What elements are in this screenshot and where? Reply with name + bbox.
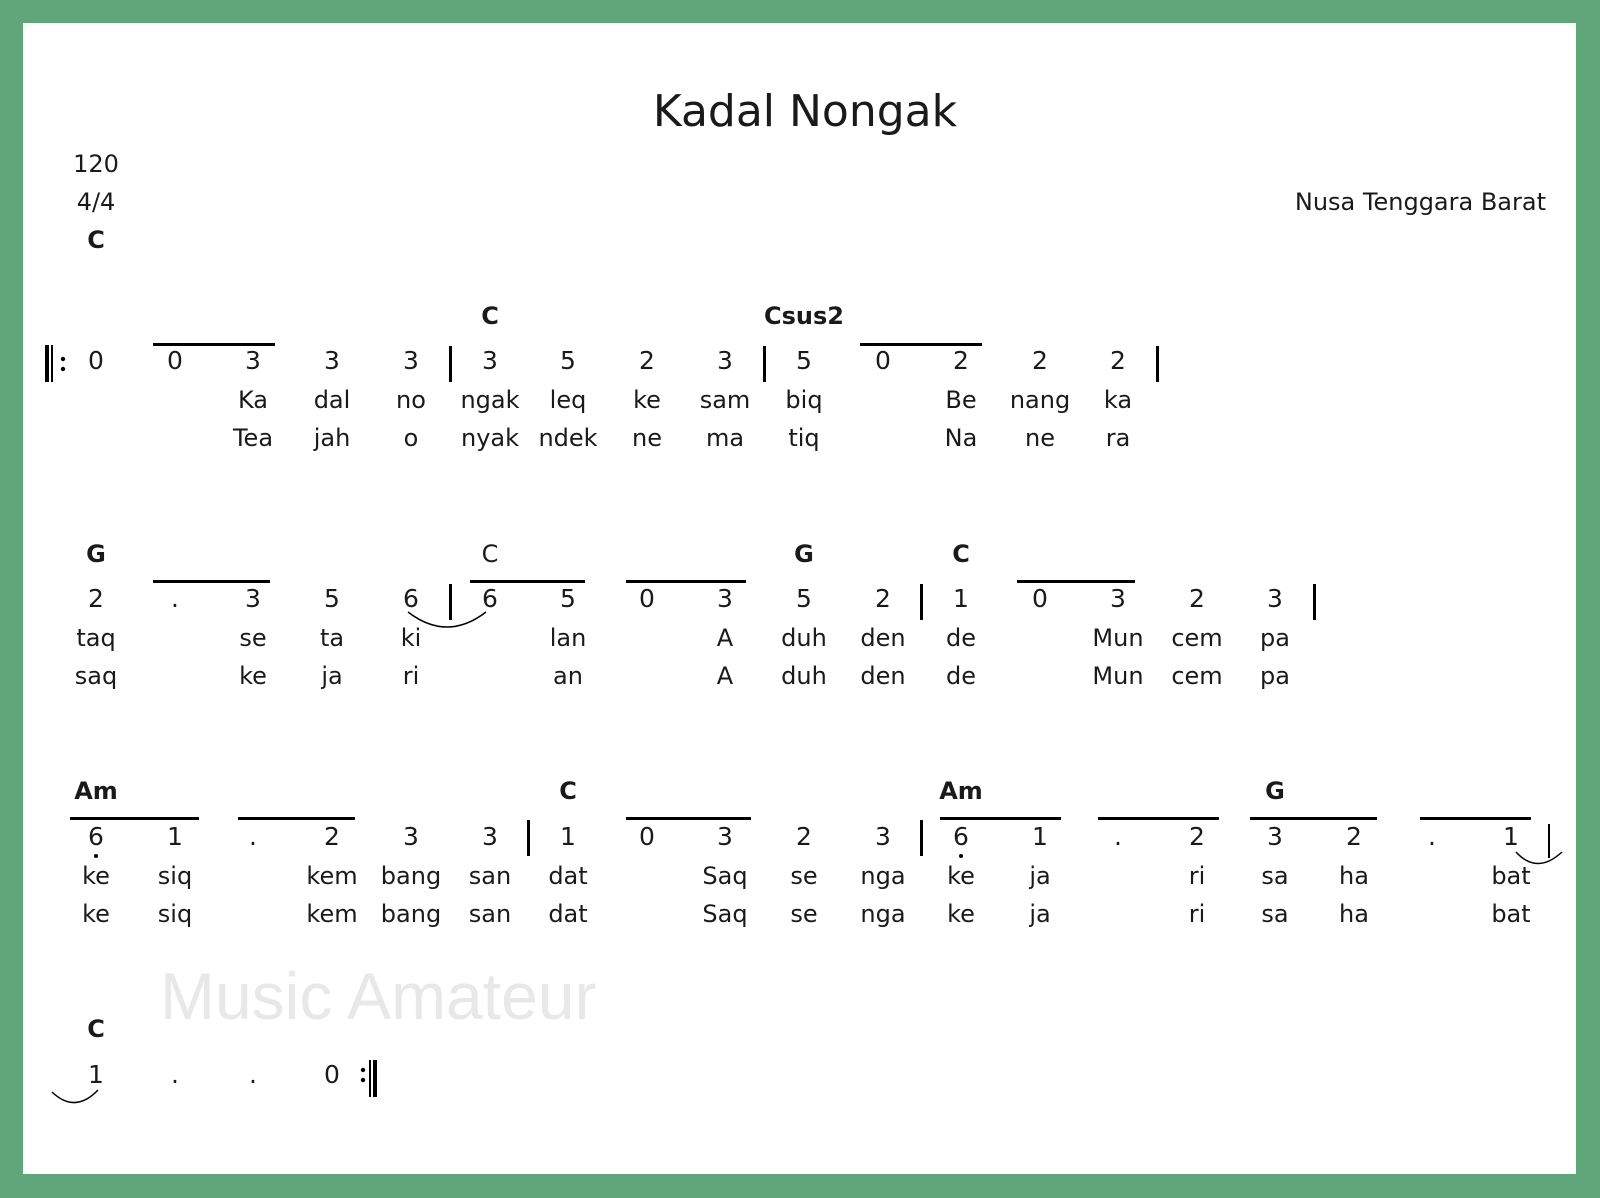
note: 0 [167,346,183,375]
lyric: ke [947,862,975,890]
lyric: bang [380,900,442,928]
lyric: A [716,662,734,690]
tie-icon [52,1090,98,1103]
watermark-text: Music Amateur [160,959,597,1033]
note: 3 [717,346,733,375]
lyric: ja [321,662,343,690]
lyric: se [790,862,818,890]
lyric: san [468,862,512,890]
note: 2 [88,584,104,613]
note: 2 [1189,584,1205,613]
lyric: pa [1260,662,1290,690]
note: 5 [324,584,340,613]
note: . [249,822,257,851]
note: 2 [639,346,655,375]
note: . [1428,822,1436,851]
lyric: tiq [788,424,820,452]
chord-symbol: C [559,777,577,805]
note: 3 [403,822,419,851]
lyric: A [716,624,734,652]
note: 6 [953,822,969,851]
chord-symbol: Am [939,777,983,805]
note: 0 [1032,584,1048,613]
lyric: leq [549,386,587,414]
note: 0 [639,584,655,613]
lyric: ke [82,900,110,928]
lyric: ma [705,424,745,452]
note: 0 [639,822,655,851]
chord-symbol: Am [74,777,118,805]
lyric: Tea [232,424,274,452]
song-title: Kadal Nongak [652,86,958,137]
note: 3 [1267,584,1283,613]
lyric: saq [74,662,118,690]
lyric: Be [945,386,977,414]
lyric: nga [860,862,906,890]
tie-icon [408,612,486,627]
lyric: duh [781,662,827,690]
lyric: o [403,424,419,452]
lyric: san [468,900,512,928]
lyric: ne [632,424,662,452]
repeat-end-icon [361,1060,377,1097]
lyric: sam [699,386,751,414]
song-origin: Nusa Tenggara Barat [1294,188,1546,216]
lyric: sa [1261,862,1289,890]
lyric: Saq [702,862,748,890]
lyric: sa [1261,900,1289,928]
note: 3 [245,584,261,613]
lyric: kem [306,862,358,890]
note: 2 [324,822,340,851]
lyric: ha [1339,900,1369,928]
lyric: dat [548,862,588,890]
tempo: 120 [73,150,119,178]
lyric: ke [82,862,110,890]
note: 2 [796,822,812,851]
note: 0 [875,346,891,375]
note: 3 [1267,822,1283,851]
note: 5 [796,346,812,375]
note: 2 [1189,822,1205,851]
lyric: cem [1171,624,1223,652]
note: 3 [482,346,498,375]
lyric: ngak [460,386,520,414]
time-signature: 4/4 [76,188,116,216]
note: 2 [1110,346,1126,375]
note: 6 [88,822,104,851]
note: . [171,584,179,613]
lyric: de [946,662,976,690]
lyric: ki [400,624,422,652]
lyric: pa [1260,624,1290,652]
lyric: Mun [1092,624,1144,652]
note: 6 [403,584,419,613]
lyric: ke [947,900,975,928]
note: 5 [796,584,812,613]
lyric: siq [157,862,193,890]
note: 3 [324,346,340,375]
note: 3 [482,822,498,851]
lyric: duh [781,624,827,652]
lyric: de [946,624,976,652]
lyric: dat [548,900,588,928]
lyric: jah [313,424,351,452]
lyric: ke [239,662,267,690]
lyric: ke [633,386,661,414]
chord-symbol: Csus2 [764,302,844,330]
lyric: bat [1491,862,1531,890]
note: 3 [1110,584,1126,613]
chord-symbol: C [481,540,499,568]
note: 3 [245,346,261,375]
note: 5 [560,584,576,613]
lyric: ri [1188,862,1206,890]
note: 2 [1032,346,1048,375]
chord-symbol: G [1265,777,1285,805]
note: 2 [953,346,969,375]
lyric: bat [1491,900,1531,928]
note: . [249,1060,257,1089]
lyric: ra [1105,424,1131,452]
lyric: Na [944,424,978,452]
lyric: no [396,386,426,414]
lyric: taq [76,624,116,652]
key-chord: C [87,226,105,254]
note: 1 [1503,822,1519,851]
note: 2 [1346,822,1362,851]
lyric: nyak [460,424,520,452]
lyric: ndek [538,424,598,452]
note: 6 [482,584,498,613]
note: 3 [717,822,733,851]
lyric: se [790,900,818,928]
lyric: biq [785,386,823,414]
tie-icon [1516,852,1562,864]
note: . [171,1060,179,1089]
lyric: dal [313,386,351,414]
lyric: Ka [237,386,269,414]
lyric: ri [1188,900,1206,928]
note: 1 [953,584,969,613]
lyric: an [553,662,583,690]
lyric: Mun [1092,662,1144,690]
lyric: se [239,624,267,652]
lyric: den [860,624,906,652]
lyric: ri [402,662,420,690]
lyric: ka [1103,386,1133,414]
lyric: ne [1025,424,1055,452]
note: 1 [88,1060,104,1089]
lyric: nga [860,900,906,928]
note: 3 [717,584,733,613]
lyric: Saq [702,900,748,928]
lyric: siq [157,900,193,928]
lyric: ja [1029,900,1051,928]
note: 1 [560,822,576,851]
lyric: nang [1009,386,1071,414]
note: 0 [88,346,104,375]
lyric: den [860,662,906,690]
note: 5 [560,346,576,375]
lyric: ja [1029,862,1051,890]
lyric: kem [306,900,358,928]
chord-symbol: G [86,540,106,568]
note: 0 [324,1060,340,1089]
lyric: bang [380,862,442,890]
note: 1 [1032,822,1048,851]
lyric: cem [1171,662,1223,690]
chord-symbol: C [481,302,499,330]
note: 3 [403,346,419,375]
chord-symbol: C [952,540,970,568]
chord-symbol: G [794,540,814,568]
lyric: lan [549,624,587,652]
chord-symbol: C [87,1015,105,1043]
note: . [1114,822,1122,851]
lyric: ha [1339,862,1369,890]
note: 2 [875,584,891,613]
repeat-start-icon [45,345,65,382]
lyric: ta [319,624,345,652]
note: 1 [167,822,183,851]
note: 3 [875,822,891,851]
